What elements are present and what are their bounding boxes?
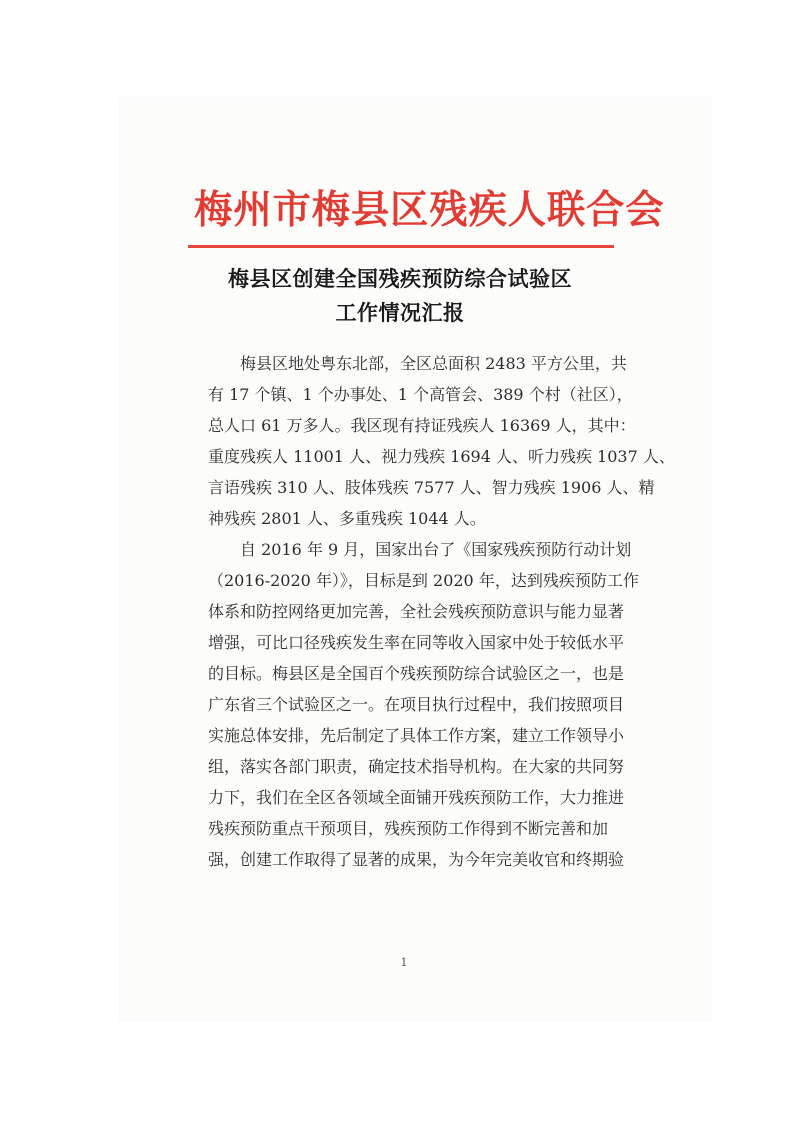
body-line: 的目标。梅县区是全国百个残疾预防综合试验区之一，也是 <box>208 664 625 683</box>
body-line: 总人口 61 万多人。我区现有持证残疾人 16369 人，其中： <box>208 416 636 435</box>
header-divider <box>188 245 614 248</box>
body-line: 强，创建工作取得了显著的成果，为今年完美收官和终期验 <box>208 850 625 869</box>
body-line: 增强，可比口径残疾发生率在同等收入国家中处于较低水平 <box>208 633 625 652</box>
organization-header: 梅州市梅县区残疾人联合会 <box>194 187 665 233</box>
body-line: 组，落实各部门职责，确定技术指导机构。在大家的共同努 <box>208 757 625 776</box>
body-line: 神残疾 2801 人、多重残疾 1044 人。 <box>208 509 486 528</box>
body-line: 梅县区地处粤东北部，全区总面积 2483 平方公里，共 <box>240 354 627 373</box>
body-line: 残疾预防重点干预项目，残疾预防工作得到不断完善和加 <box>208 819 609 838</box>
body-line: 自 2016 年 9 月，国家出台了《国家残疾预防行动计划 <box>240 540 632 559</box>
body-line: 有 17 个镇、1 个办事处、1 个高管会、389 个村（社区）， <box>208 385 633 404</box>
body-line: 实施总体安排，先后制定了具体工作方案，建立工作领导小 <box>208 726 625 745</box>
document-title-line-2: 工作情况汇报 <box>335 301 465 325</box>
body-line: 重度残疾人 11001 人、视力残疾 1694 人、听力残疾 1037 人、 <box>208 447 675 466</box>
page-number: 1 <box>400 956 408 969</box>
body-line: 广东省三个试验区之一。在项目执行过程中，我们按照项目 <box>208 695 625 714</box>
body-line: 言语残疾 310 人、肢体残疾 7577 人、智力残疾 1906 人、精 <box>208 478 655 497</box>
document-title-line-1: 梅县区创建全国残疾预防综合试验区 <box>228 267 572 291</box>
body-line: （2016-2020 年）》，目标是到 2020 年，达到残疾预防工作 <box>208 571 639 590</box>
body-line: 体系和防控网络更加完善，全社会残疾预防意识与能力显著 <box>208 602 625 621</box>
body-line: 力下，我们在全区各领域全面铺开残疾预防工作，大力推进 <box>208 788 625 807</box>
document-body <box>208 348 675 875</box>
